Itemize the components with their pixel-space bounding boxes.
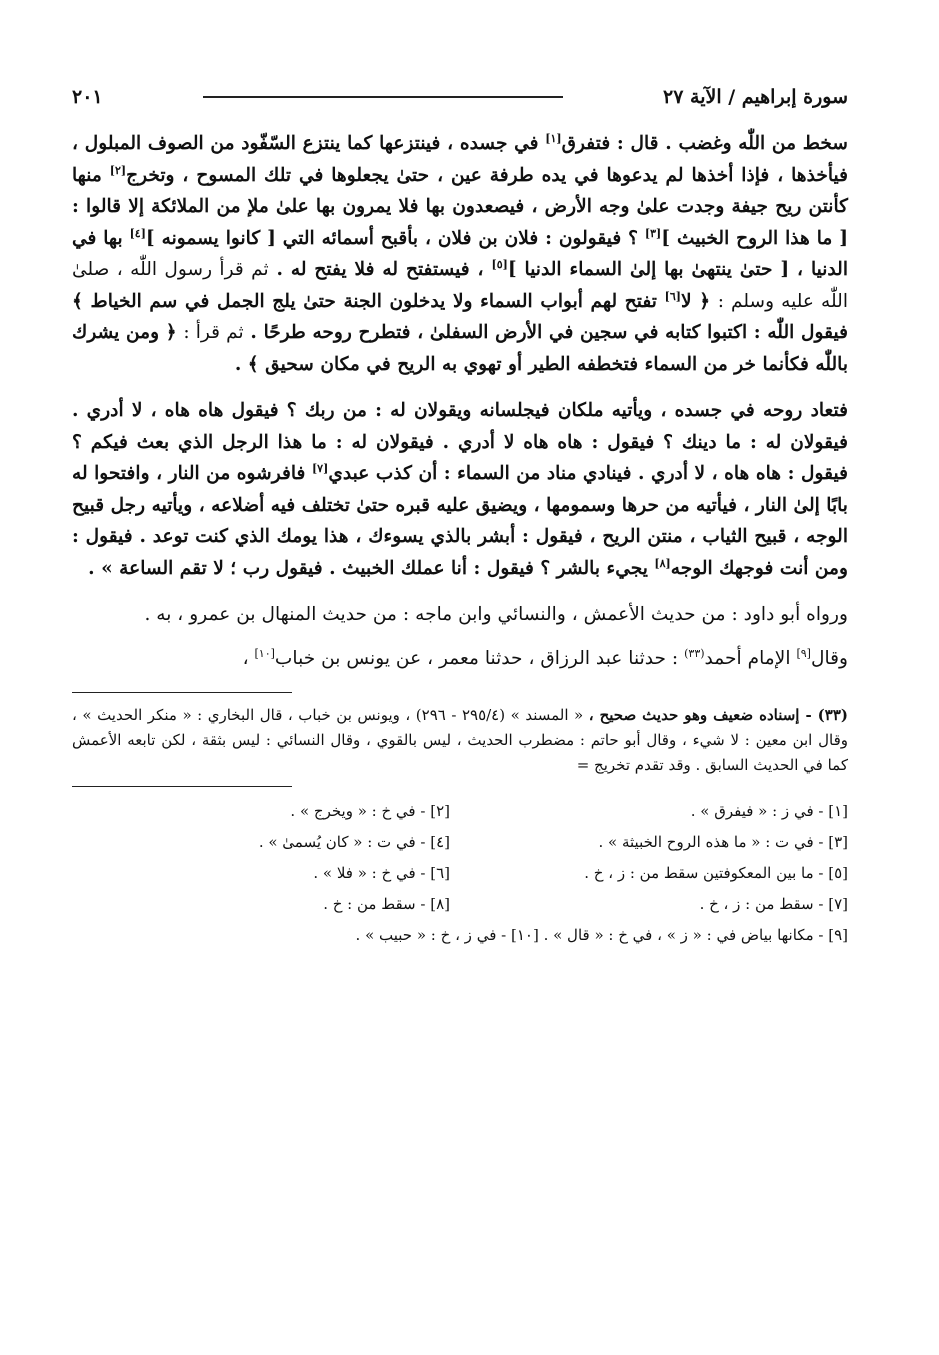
footnote-ref: [١] [545,131,562,145]
running-header [72,80,848,114]
variant-note: [٨] - سقط من : خ . [323,895,450,913]
text-run: يجيء بالشر ؟ فيقول : أنا عملك الخبيث . فيقول رب ؛ لا تقم الساعة » . [88,557,655,579]
paragraph-4 [72,643,848,675]
header-rule [203,96,563,98]
variant-notes [72,797,848,949]
page-number: ٢٠١ [72,86,103,108]
text-run: ، فيستفتح له فلا يفتح له . [268,259,492,280]
footnote-33 [72,703,848,778]
text-run: ، [242,647,255,669]
running-title: سورة إبراهيم / الآية ٢٧ [662,86,848,108]
text-run: ﴿ لا [680,290,718,312]
variant-note: [١] - في ز : « فيفرق » . [690,802,848,820]
text-run: سخط من اللّٰه وغضب . قال : فتفرق [561,133,848,154]
text-run: ؟ فيقولون : فلان بن فلان ، بأقبح أسمائه التي [ كانوا يسمونه ] [145,227,645,249]
text-run: الإمام أحمد [704,647,797,669]
variants-rule [72,786,292,787]
text-run: تفتح لهم أبواب السماء ولا يدخلون الجنة حتىٰ يلج الجمل في سم الخياط ﴾ فيقول اللّٰه : اكتبوا كتابه في سجين في الأرض السفلىٰ ، فتطرح روحه طرحًا . [72,290,848,343]
text-run: في جسده ، فينتزعها كما ينتزع السّفّود من الصوف المبلول ، فيأخذها ، فإذا أخذها لم يدعوها في يده طرفة عين ، حتىٰ يجعلوها في تلك المسوح ، وتخرج [72,133,849,186]
text-run: منها كأنتن ريح جيفة وجدت علىٰ وجه الأرض ، فيصعدون بها فلا يمرون بها علىٰ ملإ من الملائكة إلا قالوا : [ ما هذا الروح الخبيث ] [72,164,848,249]
footnote-text: « المسند » (٢٩٥/٤ - ٢٩٦) ، ويونس بن خباب ، قال البخاري : « منكر الحديث » ، وقال ابن معين : لا شيء ، وقال أبو حاتم : مضطرب الحديث ، ليس بالقوي ، وقال النسائي : ليس بثقة ، لكن تابعه الأعمش كما في الحديث السابق . وقد تقدم تخريج = [72,706,848,774]
text-run: : حدثنا عبد الرزاق ، حدثنا معمر ، عن يونس بن خباب [274,647,685,669]
footnote-ref: [٥] [491,257,508,271]
text-run: ثم قرأ : [183,322,244,343]
footnote-ref: (٣٣) [684,646,705,660]
variant-note: [٥] - ما بين المعكوفتين سقط من : ز ، خ . [584,864,848,882]
footnote-ref: [٨] [654,556,671,570]
footnote-ref: [٧] [311,461,329,475]
text-run: فافرشوه من النار ، وافتحوا له بابًا إلىٰ النار ، فيأتيه من حرها وسمومها ، ويضيق عليه قبره حتىٰ تختلف فيه أضلاعه ، ويأتيه رجل قبيح الوجه ، قبيح الثياب ، منتن الريح ، فيقول : أبشر بالذي يسوءك ، هذا يومك الذي كنت توعد . فيقول : ومن أنت فوجهك الوجه [72,463,848,579]
variant-note: [٣] - في ت : « ما هذه الروح الخبيثة » . [598,833,848,851]
variant-note: [٦] - في خ : « فلا » . [313,864,450,882]
footnote-ref: [٦] [664,289,681,303]
main-text [72,128,848,674]
footnote-rule [72,692,292,693]
text-run: وقال [810,647,848,669]
variant-note: [٧] - سقط من : ز ، خ . [699,895,848,913]
text-run: ﴿ ومن يشرك باللّٰه فكأنما خر من السماء فتخطفه الطير أو تهوي به الريح في مكان سحيق ﴾ . [72,322,848,375]
paragraph-3: ورواه أبو داود : من حديث الأعمش ، والنسائي وابن ماجه : من حديث المنهال بن عمرو ، به . [144,604,848,625]
text-run: فتعاد روحه في جسده ، ويأتيه ملكان فيجلسانه ويقولان له : من ربك ؟ فيقول هاه هاه ، لا أدري . فيقولان له : ما دينك ؟ فيقول : هاه هاه لا أدري . فيقولان له : ما هذا الرجل الذي بعث فيكم ؟ فيقول : هاه هاه ، لا أدري . فينادي مناد من السماء : أن كذب عبدي [72,400,848,484]
paragraph-1 [72,128,848,380]
footnote-ref: [٣] [644,226,662,240]
footnote-ref: [٩] [796,646,811,660]
footnote-ref: [١٠] [254,646,275,660]
footnote-ref: [٢] [109,163,127,177]
page [72,80,848,1320]
text-run: بها في الدنيا ، [ حتىٰ ينتهىٰ بها إلىٰ السماء الدنيا ] [72,227,848,280]
footnote-ref: [٤] [129,226,146,240]
variant-note: [٤] - في ت : « كان يُسمىٰ » . [258,833,450,851]
variant-note: [٢] - في خ : « ويخرج » . [290,802,450,820]
variant-note: [٩] - مكانها بياض في : « ز » ، في خ : « قال » . [١٠] - في ز ، خ : « حبيب » . [355,926,848,944]
paragraph-2 [72,395,848,584]
text-run: ثم قرأ رسول اللّٰه ، صلىٰ اللّٰه عليه وسلم : [72,259,848,312]
footnote-lead: (٣٣) - إسناده ضعيف وهو حديث صحيح ، [588,706,848,724]
